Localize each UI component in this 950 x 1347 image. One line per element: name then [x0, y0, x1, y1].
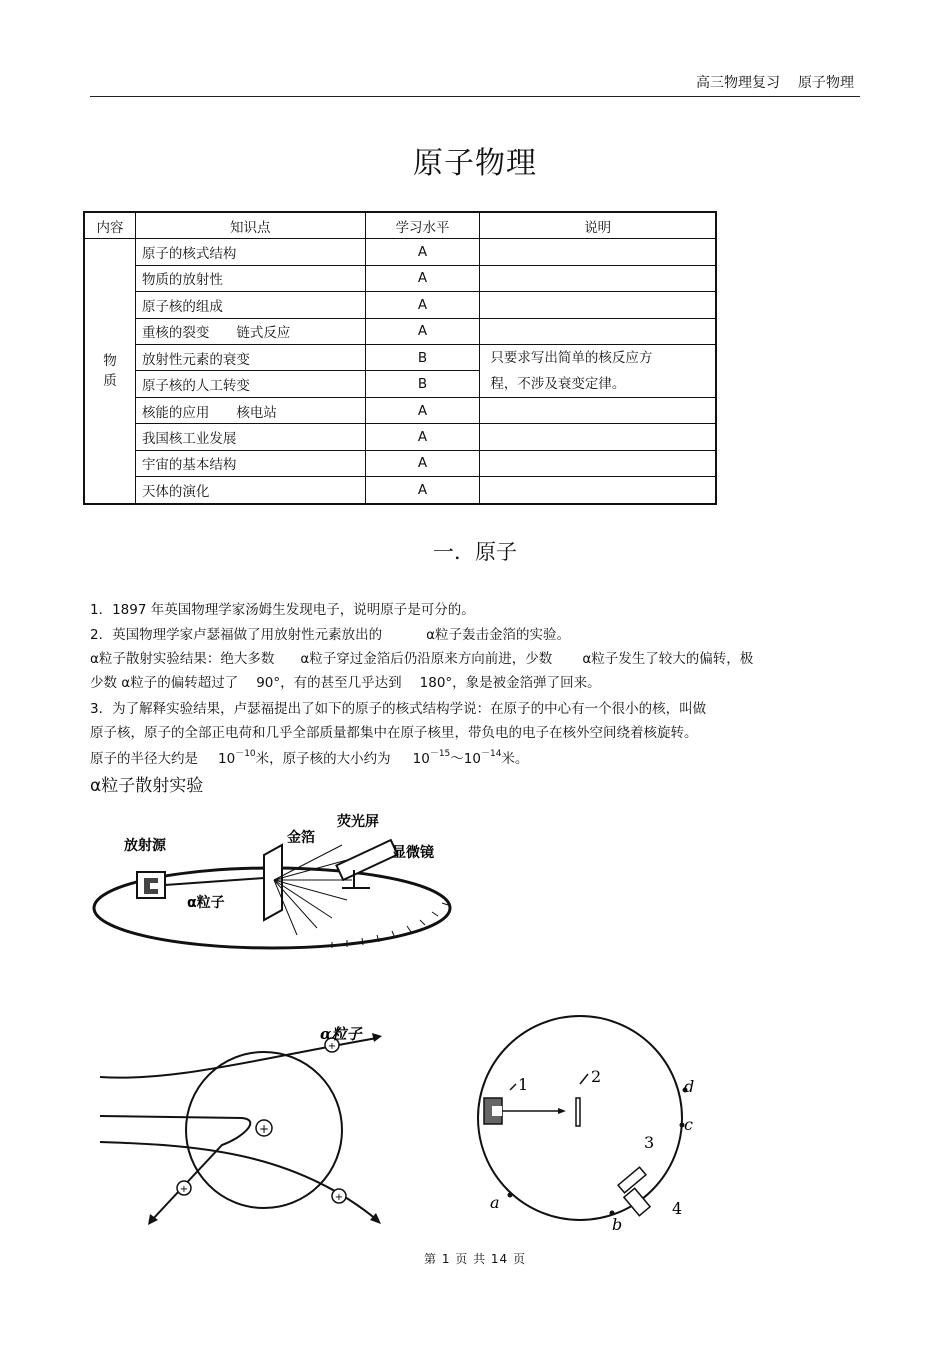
level-cell: A	[365, 292, 480, 318]
table-row	[84, 239, 716, 265]
paragraph-4-text: 90°，有的甚至几乎达到	[256, 675, 402, 691]
table-row	[84, 477, 716, 504]
detector	[618, 1167, 650, 1216]
topic-cell: 天体的演化	[135, 477, 365, 504]
label-b: b	[612, 1215, 623, 1234]
topic-cell: 我国核工业发展	[135, 424, 365, 450]
level-cell: B	[365, 344, 480, 371]
label-source: 放射源	[124, 838, 166, 854]
paragraph-1: 1．1897 年英国物理学家汤姆生发现电子，说明原子是可分的。	[90, 602, 475, 618]
topic-cell: 宇宙的基本结构	[135, 450, 365, 476]
label-screen: 荧光屏	[337, 814, 379, 830]
paragraph-7-text: 原子的半径大约是	[90, 751, 198, 767]
label-alpha: α粒子	[320, 1025, 362, 1044]
note-line: 只要求写出简单的核反应方	[490, 349, 653, 366]
level-cell: A	[365, 397, 480, 423]
table-row	[84, 318, 716, 344]
header-level: 学习水平	[365, 212, 480, 239]
paragraph-3-text: α粒子发生了较大的偏转，极	[582, 651, 754, 667]
table-row	[84, 265, 716, 291]
source-box	[137, 872, 165, 898]
paragraph-6: 原子核，原子的全部正电荷和几乎全部质量都集中在原子核里，带负电的电子在核外空间绕着核旋转。	[90, 725, 698, 741]
label-foil: 金箔	[287, 830, 315, 846]
note-cell	[480, 450, 716, 476]
table-row	[84, 397, 716, 423]
label-4: 4	[672, 1199, 683, 1218]
paragraph-7-text: 米。	[501, 751, 529, 767]
paragraph-3-text: α粒子穿过金箔后仍沿原来方向前进，少数	[300, 651, 553, 667]
paragraph-2-text: 2．英国物理学家卢瑟福做了用放射性元素放出的	[90, 627, 383, 643]
level-cell: A	[365, 318, 480, 344]
header-content: 内容	[84, 212, 135, 239]
radius-exponent: －10	[235, 749, 256, 759]
topic-cell: 原子的核式结构	[135, 239, 365, 265]
note-cell	[480, 265, 716, 291]
paragraph-5: 3．为了解释实验结果，卢瑟福提出了如下的原子的核式结构学说：在原子的中心有一个很小的核，叫做	[90, 701, 707, 717]
page-header	[90, 70, 860, 97]
nucleus-value: 10	[412, 751, 430, 767]
note-cell-merged	[480, 344, 716, 397]
microscope	[336, 840, 397, 888]
topic-cell: 核能的应用 核电站	[135, 397, 365, 423]
label-microscope: 显微镜	[392, 845, 434, 861]
note-cell	[480, 424, 716, 450]
label-1: 1	[518, 1075, 529, 1094]
table-row	[84, 450, 716, 476]
level-cell: B	[365, 371, 480, 398]
label-particle: α粒子	[187, 895, 225, 911]
level-cell: A	[365, 239, 480, 265]
table-row	[84, 292, 716, 318]
level-cell: A	[365, 424, 480, 450]
label-d: d	[684, 1077, 695, 1096]
svg-text:+: +	[334, 1192, 344, 1203]
page-footer: 第 1 页 共 14 页	[424, 1252, 526, 1266]
nucleus-range: ～10	[450, 751, 481, 767]
paragraph-3-text: α粒子散射实验结果：绝大多数	[90, 651, 275, 667]
syllabus-table	[83, 211, 717, 505]
paragraph-3	[90, 647, 753, 667]
alpha-beam	[165, 878, 264, 885]
note-cell	[480, 397, 716, 423]
category-char: 物	[103, 352, 117, 369]
paragraph-4-text: 180°，象是被金箔弹了回来。	[419, 675, 601, 691]
level-cell: A	[365, 477, 480, 504]
page-title: 原子物理	[413, 146, 537, 181]
header-topic: 原子物理	[798, 75, 854, 91]
label-c: c	[684, 1115, 693, 1134]
gold-foil	[264, 845, 282, 920]
level-cell: A	[365, 265, 480, 291]
paragraph-7-text: 米，原子核的大小约为	[255, 751, 391, 767]
label-2: 2	[591, 1067, 602, 1086]
topic-cell: 放射性元素的衰变	[135, 344, 365, 371]
radius-value: 10	[218, 751, 236, 767]
header-notes: 说明	[480, 212, 716, 239]
subheading-scattering: α粒子散射实验	[90, 776, 204, 796]
scatter-rays	[274, 845, 352, 935]
foil-plate	[576, 1098, 580, 1126]
header-course: 高三物理复习	[696, 75, 780, 91]
trajectory-deflected	[100, 1142, 377, 1220]
nucleus-exponent-low: －15	[429, 749, 451, 759]
paragraph-4	[90, 671, 601, 691]
header-knowledge: 知识点	[135, 212, 365, 239]
topic-cell: 物质的放射性	[135, 265, 365, 291]
label-3: 3	[644, 1133, 655, 1152]
nucleus-exponent-high: －14	[480, 749, 502, 759]
table-row	[84, 424, 716, 450]
svg-text:+: +	[327, 1041, 337, 1052]
topic-cell: 重核的裂变 链式反应	[135, 318, 365, 344]
level-cell: A	[365, 450, 480, 476]
paragraph-2	[90, 623, 570, 643]
note-cell	[480, 477, 716, 504]
category-cell	[84, 239, 135, 504]
topic-cell: 原子核的组成	[135, 292, 365, 318]
table-header-row	[84, 212, 716, 239]
paragraph-7	[90, 746, 528, 767]
note-cell	[480, 292, 716, 318]
paragraph-2-text: α粒子轰击金箔的实验。	[426, 627, 570, 643]
svg-text:+: +	[179, 1184, 189, 1195]
topic-cell: 原子核的人工转变	[135, 371, 365, 398]
scattering-apparatus-figure	[92, 800, 462, 980]
note-cell	[480, 239, 716, 265]
table-row	[84, 344, 716, 371]
paragraph-4-text: 少数 α粒子的偏转超过了	[90, 675, 239, 691]
label-a: a	[490, 1193, 500, 1212]
section-title: 一．原子	[433, 540, 517, 564]
top-view-figure	[470, 1000, 700, 1235]
trajectory-figure	[92, 1020, 402, 1235]
note-line: 程，不涉及衰变定律。	[490, 375, 626, 392]
trajectory-backscatter	[100, 1116, 250, 1220]
nucleus-sign: +	[258, 1122, 270, 1136]
category-char: 质	[103, 372, 117, 389]
note-cell	[480, 318, 716, 344]
